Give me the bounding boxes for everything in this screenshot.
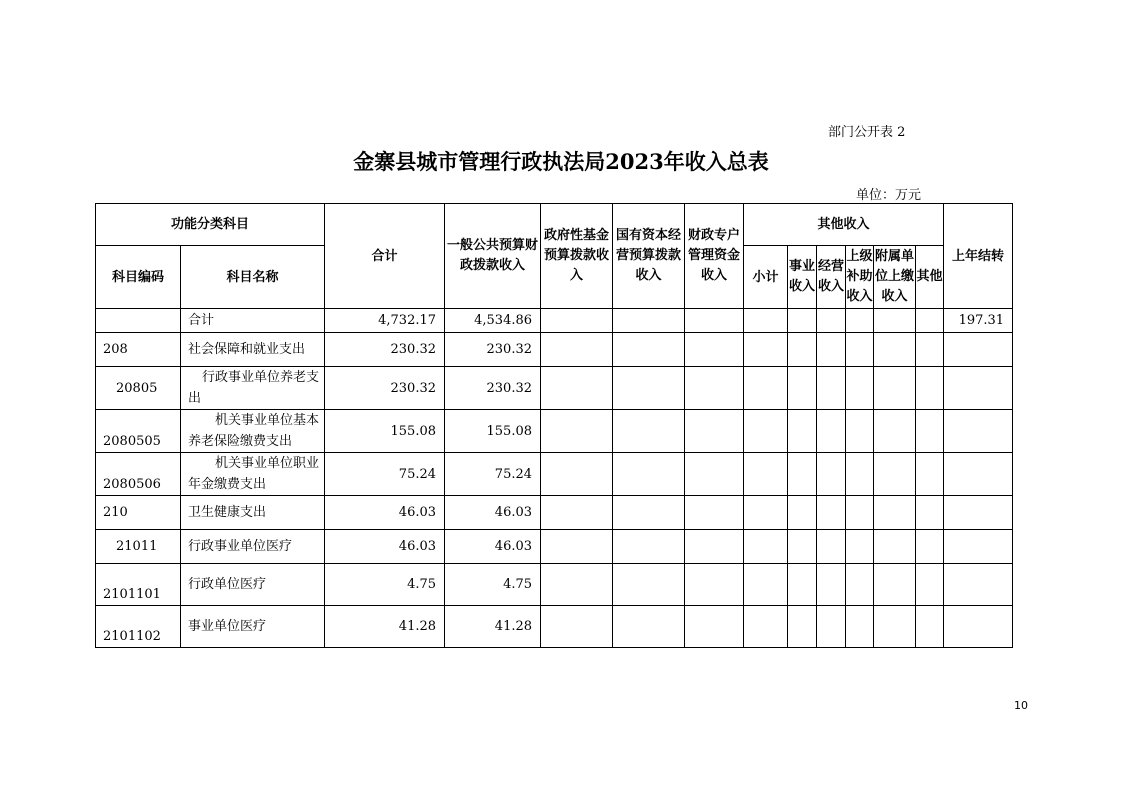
row-code: 2080506 (96, 453, 181, 496)
row-code: 208 (96, 333, 181, 367)
row-carryover (944, 367, 1013, 410)
row-carryover (944, 530, 1013, 564)
page-title: 金寨县城市管理行政执法局2023年收入总表 (353, 149, 769, 174)
income-summary-table (95, 203, 1013, 648)
header-other-income: 其他收入 (744, 204, 944, 246)
header-total: 合计 (325, 204, 445, 309)
row-general: 155.08 (445, 410, 541, 453)
row-total: 230.32 (325, 333, 445, 367)
row-code: 21011 (96, 530, 181, 564)
row-total: 230.32 (325, 367, 445, 410)
table-row (96, 333, 1013, 367)
row-carryover (944, 496, 1013, 530)
row-carryover (944, 606, 1013, 648)
page-number: 10 (1014, 699, 1028, 712)
row-name: 行政单位医疗 (181, 564, 325, 606)
header-special-fund: 财政专户管理资金收入 (685, 204, 744, 309)
row-carryover (944, 453, 1013, 496)
row-general: 46.03 (445, 530, 541, 564)
row-name: 事业单位医疗 (181, 606, 325, 648)
row-total: 4,732.17 (325, 309, 445, 333)
header-affiliated-income: 附属单位上缴收入 (874, 246, 916, 309)
header-operating-income: 经营收入 (817, 246, 846, 309)
header-general-budget: 一般公共预算财政拨款收入 (445, 204, 541, 309)
row-code: 210 (96, 496, 181, 530)
header-row-1 (96, 204, 1013, 246)
row-total: 155.08 (325, 410, 445, 453)
header-state-capital: 国有资本经营预算拨款收入 (613, 204, 685, 309)
row-name: 行政事业单位养老支出 (181, 367, 325, 410)
table-row (96, 453, 1013, 496)
row-code: 20805 (96, 367, 181, 410)
row-code: 2101102 (96, 606, 181, 648)
table-row (96, 367, 1013, 410)
row-total: 46.03 (325, 496, 445, 530)
header-superior-subsidy: 上级补助收入 (846, 246, 874, 309)
row-name: 机关事业单位职业年金缴费支出 (181, 453, 325, 496)
header-name: 科目名称 (181, 246, 325, 309)
header-subtotal: 小计 (744, 246, 788, 309)
row-name: 机关事业单位基本养老保险缴费支出 (181, 410, 325, 453)
header-code: 科目编码 (96, 246, 181, 309)
header-business-income: 事业收入 (788, 246, 817, 309)
row-total: 75.24 (325, 453, 445, 496)
row-carryover: 197.31 (944, 309, 1013, 333)
row-code (96, 309, 181, 333)
table-row (96, 530, 1013, 564)
table-row (96, 309, 1013, 333)
unit-label: 单位：万元 (856, 188, 922, 203)
header-category: 功能分类科目 (96, 204, 325, 246)
row-carryover (944, 333, 1013, 367)
table-row (96, 606, 1013, 648)
row-name: 卫生健康支出 (181, 496, 325, 530)
row-name: 合计 (181, 309, 325, 333)
row-name: 行政事业单位医疗 (181, 530, 325, 564)
row-general: 4,534.86 (445, 309, 541, 333)
row-general: 75.24 (445, 453, 541, 496)
row-general: 41.28 (445, 606, 541, 648)
row-code: 2080505 (96, 410, 181, 453)
header-gov-fund: 政府性基金预算拨款收入 (541, 204, 613, 309)
table-row (96, 564, 1013, 606)
header-carryover: 上年结转 (944, 204, 1013, 309)
form-number-label: 部门公开表 2 (828, 125, 906, 140)
header-other: 其他 (916, 246, 944, 309)
row-total: 41.28 (325, 606, 445, 648)
row-carryover (944, 564, 1013, 606)
row-general: 46.03 (445, 496, 541, 530)
row-general: 230.32 (445, 333, 541, 367)
row-code: 2101101 (96, 564, 181, 606)
row-total: 4.75 (325, 564, 445, 606)
row-total: 46.03 (325, 530, 445, 564)
table-row (96, 410, 1013, 453)
table-row (96, 496, 1013, 530)
row-name: 社会保障和就业支出 (181, 333, 325, 367)
row-carryover (944, 410, 1013, 453)
row-general: 4.75 (445, 564, 541, 606)
row-general: 230.32 (445, 367, 541, 410)
